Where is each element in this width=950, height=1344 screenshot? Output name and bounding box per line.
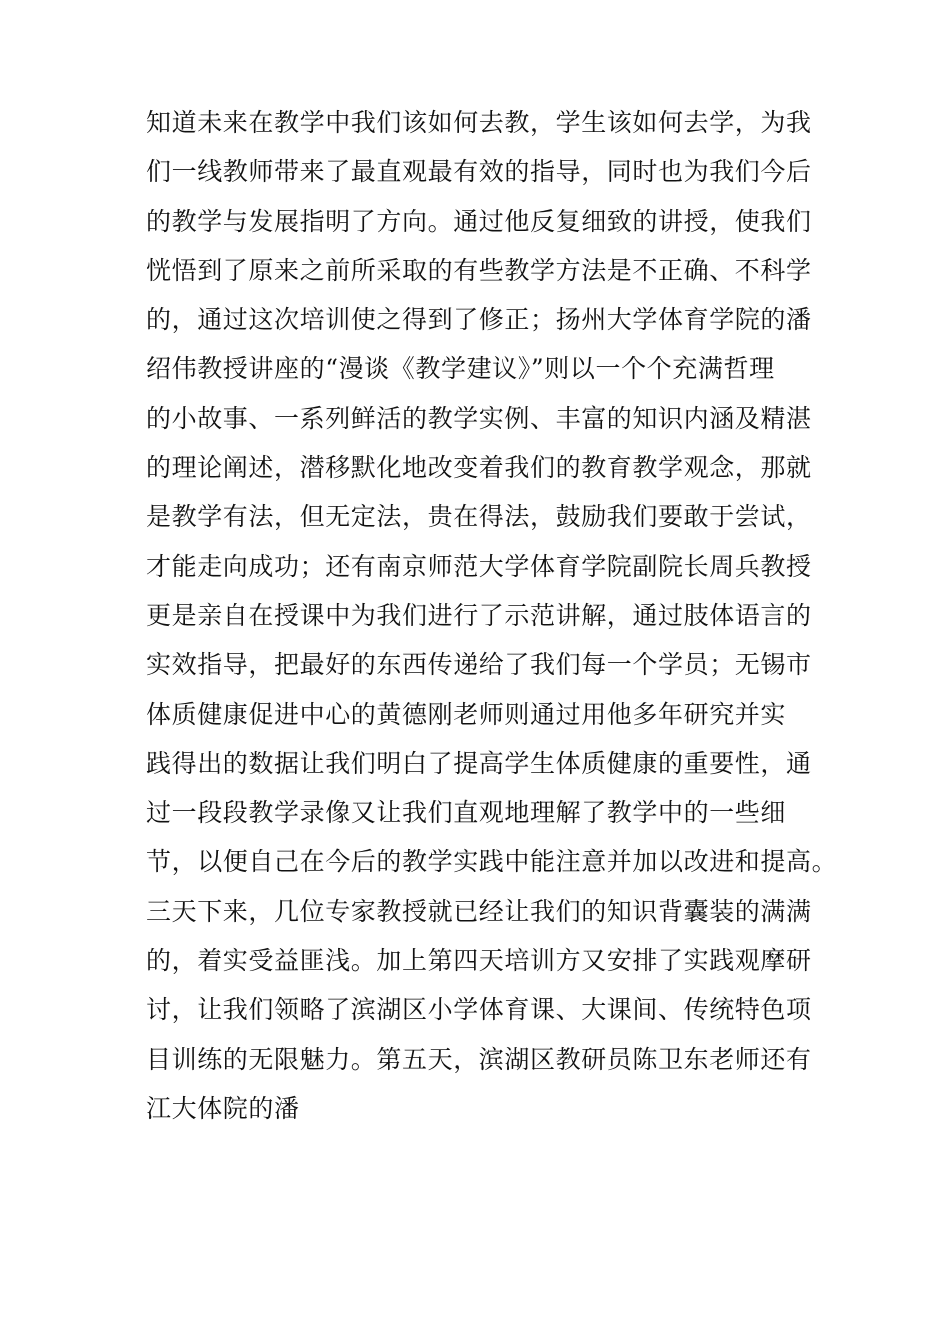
text-line: 绍伟教授讲座的“漫谈《教学建议》”则以一个个充满哲理 (146, 354, 775, 384)
text-line: 知道未来在教学中我们该如何去教，学生该如何去学，为我 (146, 108, 812, 137)
text-line: 的，通过这次培训使之得到了修正；扬州大学体育学院的潘 (146, 305, 812, 335)
text-line: 们一线教师带来了最直观最有效的指导，同时也为我们今后 (146, 157, 812, 187)
text-line: 恍悟到了原来之前所采取的有些教学方法是不正确、不科学 (146, 255, 812, 285)
text-line: 的理论阐述，潜移默化地改变着我们的教育教学观念，那就 (146, 453, 812, 483)
text-line: 目训练的无限魅力。第五天，滨湖区教研员陈卫东老师还有 (146, 1044, 812, 1074)
text-line: 三天下来，几位专家教授就已经让我们的知识背囊装的满满 (146, 896, 812, 926)
text-line: 的教学与发展指明了方向。通过他反复细致的讲授，使我们 (146, 206, 812, 236)
text-line: 践得出的数据让我们明白了提高学生体质健康的重要性，通 (146, 748, 812, 778)
text-line: 过一段段教学录像又让我们直观地理解了教学中的一些细 (146, 798, 787, 828)
text-line: 的，着实受益匪浅。加上第四天培训方又安排了实践观摩研 (146, 946, 812, 976)
text-line: 实效指导，把最好的东西传递给了我们每一个学员；无锡市 (146, 650, 812, 680)
text-line: 是教学有法，但无定法，贵在得法，鼓励我们要敢于尝试， (146, 502, 812, 532)
text-line: 江大体院的潘 (146, 1093, 300, 1123)
body-text (146, 98, 836, 1133)
text-line: 节，以便自己在今后的教学实践中能注意并加以改进和提高。 (146, 847, 838, 877)
text-line: 的小故事、一系列鲜活的教学实例、丰富的知识内涵及精湛 (146, 403, 812, 433)
text-line: 更是亲自在授课中为我们进行了示范讲解，通过肢体语言的 (146, 600, 812, 630)
text-line: 讨，让我们领略了滨湖区小学体育课、大课间、传统特色项 (146, 995, 812, 1025)
text-line: 体质健康促进中心的黄德刚老师则通过用他多年研究并实 (146, 699, 787, 729)
text-line: 才能走向成功；还有南京师范大学体育学院副院长周兵教授 (146, 551, 812, 581)
